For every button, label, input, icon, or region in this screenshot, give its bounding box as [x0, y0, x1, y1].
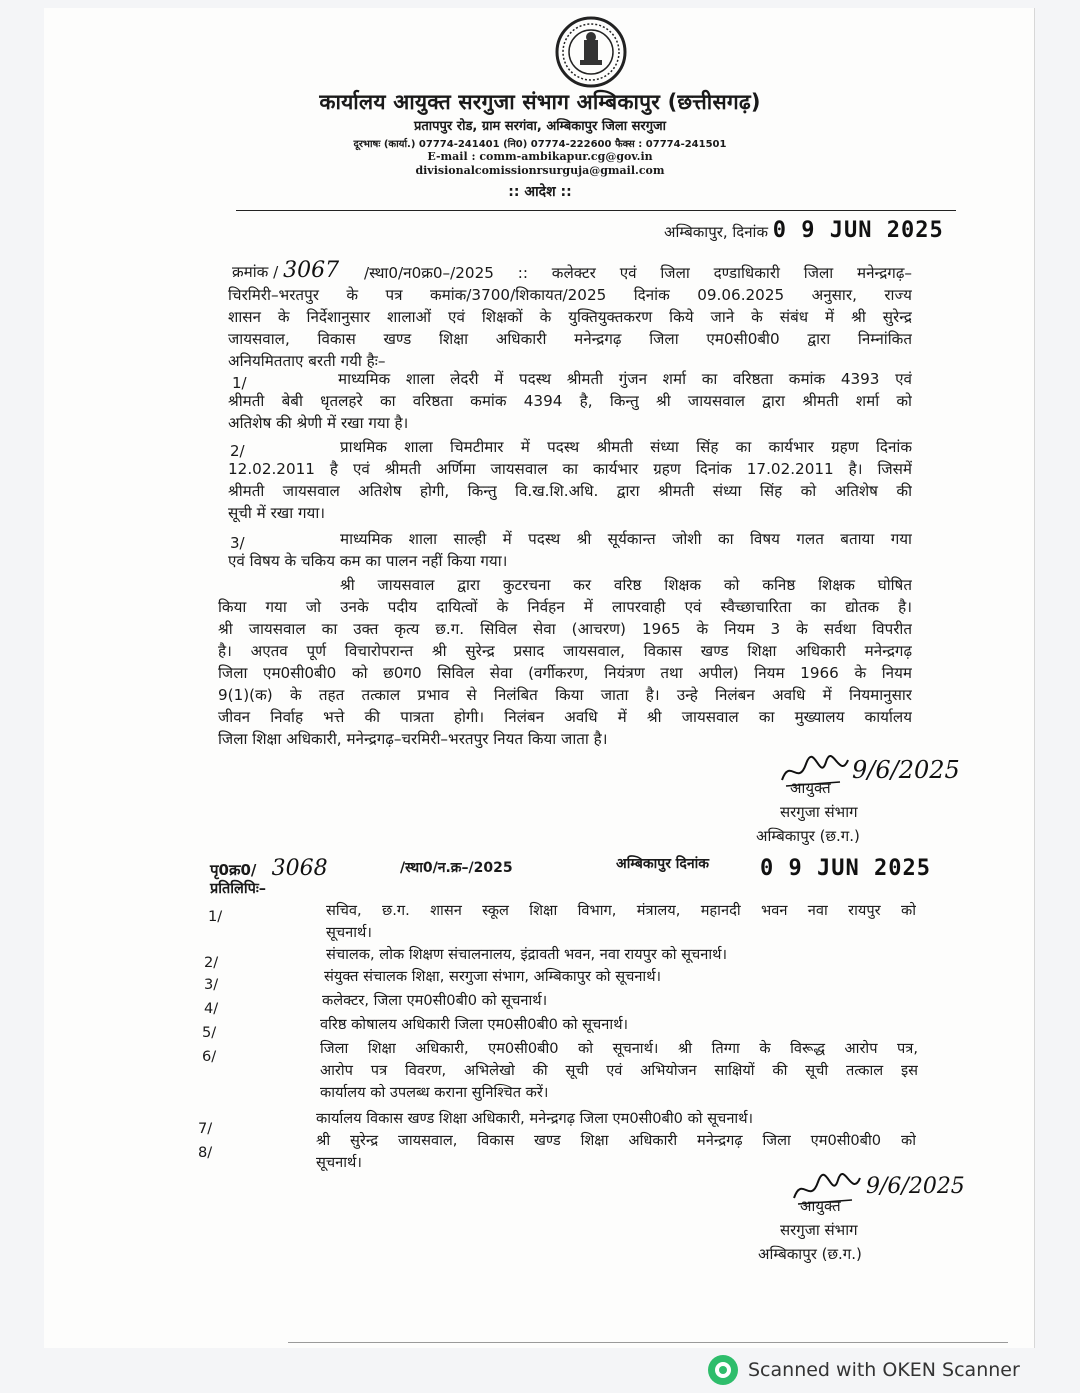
date-stamp: 0 9 JUN 2025 — [772, 218, 944, 243]
copy-number: 3/ — [204, 976, 219, 993]
point-number: 1/ — [232, 374, 247, 392]
point-line: श्रीमती जायसवाल अतिशेष होगी, किन्तु वि.ख.शि.अधि. द्वारा श्रीमती संध्या सिंह को अतिशेष की — [228, 482, 912, 500]
intro-line: /स्था0/न0क्र0–/2025 :: कलेक्टर एवं जिला दण्डाधिकारी जिला मनेन्द्रगढ़– — [364, 264, 912, 282]
order-closing — [218, 574, 912, 750]
copy-line: सूचनार्थ। — [316, 1154, 362, 1171]
copy-number: 2/ — [204, 954, 219, 971]
point-line: माध्यमिक शाला साल्ही में पदस्थ श्री सूर्यकान्त जोशी का विषय गलत बताया गया — [340, 530, 912, 548]
closing-line: है। अएतव पूर्ण विचारोपरान्त श्री सुरेन्द्र प्रसाद जायसवाल, विकास खण्ड शिक्षा अधिकारी मनेन्द्रगढ़ — [218, 642, 912, 660]
endorsement-date-label: अम्बिकापुर दिनांक — [616, 856, 710, 872]
copy-line: संयुक्त संचालक शिक्षा, सरगुजा संभाग, अम्बिकापुर को सूचनार्थ। — [324, 968, 662, 985]
endorsement-ref-number: 3068 — [271, 856, 328, 881]
point-1 — [228, 368, 912, 434]
copy-label: प्रतिलिपिः– — [210, 881, 267, 897]
oken-logo-icon — [708, 1355, 738, 1385]
dateline-label: अम्बिकापुर, दिनांक — [664, 223, 768, 241]
signatory-designation: आयुक्त — [790, 779, 831, 797]
intro-line: चिरमिरी–भरतपुर के पत्र कमांक/3700/शिकायत/2025 दिनांक 09.06.2025 अनुसार, राज्य — [228, 286, 912, 304]
copy-line: जिला शिक्षा अधिकारी, एम0सी0बी0 को सूचनार्थ। श्री तिग्गा के विरूद्ध आरोप पत्र, — [320, 1040, 918, 1057]
point-number: 3/ — [230, 534, 245, 552]
copy-item — [316, 1130, 916, 1174]
copy-line: सचिव, छ.ग. शासन स्कूल शिक्षा विभाग, मंत्रालय, महानदी भवन नवा रायपुर को — [326, 902, 916, 919]
copy-line: सूचनार्थ। — [326, 924, 372, 941]
copy-item — [316, 1108, 914, 1130]
copy-number: 8/ — [198, 1144, 213, 1161]
header-divider — [236, 210, 956, 211]
scanner-watermark — [708, 1355, 1020, 1385]
footer-divider — [288, 1342, 1008, 1343]
scanner-label: Scanned with OKEN Scanner — [748, 1359, 1020, 1381]
point-3 — [228, 528, 912, 572]
office-email-1: E-mail : comm-ambikapur.cg@gov.in — [427, 150, 653, 163]
office-title: कार्यालय आयुक्त सरगुजा संभाग अम्बिकापुर (छत्तीसगढ़) — [319, 90, 761, 114]
closing-line: जिला शिक्षा अधिकारी, मनेन्द्रगढ़–चरमिरी–भरतपुर नियत किया जाता है। — [218, 730, 608, 748]
closing-line: श्री जायसवाल द्वारा कुटरचना कर वरिष्ठ शिक्षक को कनिष्ठ शिक्षक घोषित — [340, 576, 912, 594]
intro-line: जायसवाल, विकास खण्ड शिक्षा अधिकारी मनेन्द्रगढ़ जिला एम0सी0बी0 द्वारा निम्नांकित — [228, 330, 912, 348]
endorsement-ref-prefix: पृ0क्र0/ — [210, 861, 257, 879]
closing-line: जीवन निर्वाह भत्ते की पात्रता होगी। निलंबन अवधि में श्री जायसवाल का मुख्यालय कार्यालय — [218, 708, 912, 726]
signatory-division: सरगुजा संभाग — [780, 1221, 858, 1239]
point-line: अतिशेष की श्रेणी में रखा गया है। — [228, 414, 409, 432]
signatory-designation: आयुक्त — [800, 1197, 841, 1215]
office-address: प्रतापपुर रोड, ग्राम सरगंवा, अम्बिकापुर जिला सरगुजा — [413, 119, 667, 134]
copy-line: श्री सुरेन्द्र जायसवाल, विकास खण्ड शिक्षा अधिकारी मनेन्द्रगढ़ जिला एम0सी0बी0 को — [316, 1132, 916, 1149]
copy-item — [320, 1038, 918, 1104]
order-dateline — [664, 218, 944, 243]
closing-line: श्री जायसवाल का उक्त कृत्य छ.ग. सिविल सेवा (आचरण) 1965 के नियम 3 के सर्वथा विपरीत — [218, 620, 912, 638]
point-line: सूची में रखा गया। — [228, 504, 326, 522]
copy-item — [324, 966, 922, 988]
endorsement-ref-suffix: /स्था0/न.क्र–/2025 — [400, 860, 513, 876]
signatory-place: अम्बिकापुर (छ.ग.) — [758, 1245, 862, 1263]
order-intro — [228, 262, 912, 372]
office-phones: दूरभाषः (कार्या.) 07774-241401 (नि0) 07774-222600 फैक्स : 07774-241501 — [353, 139, 727, 150]
copy-line: कलेक्टर, जिला एम0सी0बी0 को सूचनार्थ। — [322, 992, 548, 1009]
copy-number: 5/ — [202, 1024, 217, 1041]
state-emblem-seal — [554, 14, 628, 92]
copy-line: कार्यालय विकास खण्ड शिक्षा अधिकारी, मनेन्द्रगढ़ जिला एम0सी0बी0 को सूचनार्थ। — [316, 1110, 754, 1127]
order-ref-number: 3067 — [283, 258, 340, 283]
signature-date: 9/6/2025 — [852, 756, 960, 784]
copy-number: 4/ — [204, 1000, 219, 1017]
copy-line: कार्यालय को उपलब्ध कराना सुनिश्चित करें। — [320, 1084, 549, 1101]
closing-line: किया गया जो उनके पदीय दायित्वों के निर्वहन में लापरवाही एवं स्वैच्छाचारिता का द्योतक है। — [218, 598, 912, 616]
point-number: 2/ — [230, 442, 245, 460]
closing-line: जिला एम0सी0बी0 को छ0ग0 सिविल सेवा (वर्गीकरण, नियंत्रण तथा अपील) नियम 1966 के नियम — [218, 664, 912, 682]
point-line: प्राथमिक शाला चिमटीमार में पदस्थ श्रीमती संध्या सिंह का कार्यभार ग्रहण दिनांक — [340, 438, 912, 456]
copy-number: 6/ — [202, 1048, 217, 1065]
point-2 — [228, 436, 912, 524]
intro-line: अनियमितताए बरती गयी हैः– — [228, 352, 386, 370]
signature-date: 9/6/2025 — [866, 1174, 965, 1199]
office-email-2: divisionalcomissionrsurguja@gmail.com — [415, 164, 665, 177]
copy-item — [322, 990, 920, 1012]
point-line: माध्यमिक शाला लेदरी में पदस्थ श्रीमती गुंजन शर्मा का वरिष्ठता कमांक 4393 एवं — [338, 370, 912, 388]
copy-number: 7/ — [198, 1120, 213, 1137]
copy-line: संचालक, लोक शिक्षण संचालनालय, इंद्रावती भवन, नवा रायपुर को सूचनार्थ। — [326, 946, 728, 963]
copy-item — [320, 1014, 918, 1036]
order-ref-prefix: क्रमांक / — [232, 263, 279, 281]
copy-line: वरिष्ठ कोषालय अधिकारी जिला एम0सी0बी0 को सूचनार्थ। — [320, 1016, 629, 1033]
closing-line: 9(1)(क) के तहत तत्काल प्रभाव से निलंबित किया जाता है। उन्हे निलंबन अवधि में नियमानुसार — [218, 686, 912, 704]
copy-item — [326, 944, 924, 966]
point-line: श्रीमती बेबी धृतलहरे का वरिष्ठता कमांक 4394 है, किन्तु श्री जायसवाल द्वारा श्रीमती शर्मा को — [228, 392, 912, 410]
signatory-division: सरगुजा संभाग — [780, 803, 858, 821]
point-line: 12.02.2011 है एवं श्रीमती अर्णिमा जायसवाल का कार्यभार ग्रहण दिनांक 17.02.2011 है। जिसमें — [228, 460, 912, 478]
copy-item — [326, 900, 916, 944]
copy-line: आरोप पत्र विवरण, अभिलेखो की सूची एवं अभियोजन साक्षियों की सूची तत्काल इस — [320, 1062, 918, 1079]
endorsement-date-stamp: 0 9 JUN 2025 — [760, 856, 931, 881]
signatory-place: अम्बिकापुर (छ.ग.) — [756, 827, 860, 845]
copy-number: 1/ — [208, 908, 223, 925]
intro-line: शासन के निर्देशानुसार शालाओं एवं शिक्षकों के युक्तियुक्तकरण किये जाने के संबंध में श्री सुरेन्द्र — [228, 308, 912, 326]
order-heading: :: आदेश :: — [508, 184, 572, 200]
point-line: एवं विषय के चकिय कम का पालन नहीं किया गया। — [228, 552, 508, 570]
